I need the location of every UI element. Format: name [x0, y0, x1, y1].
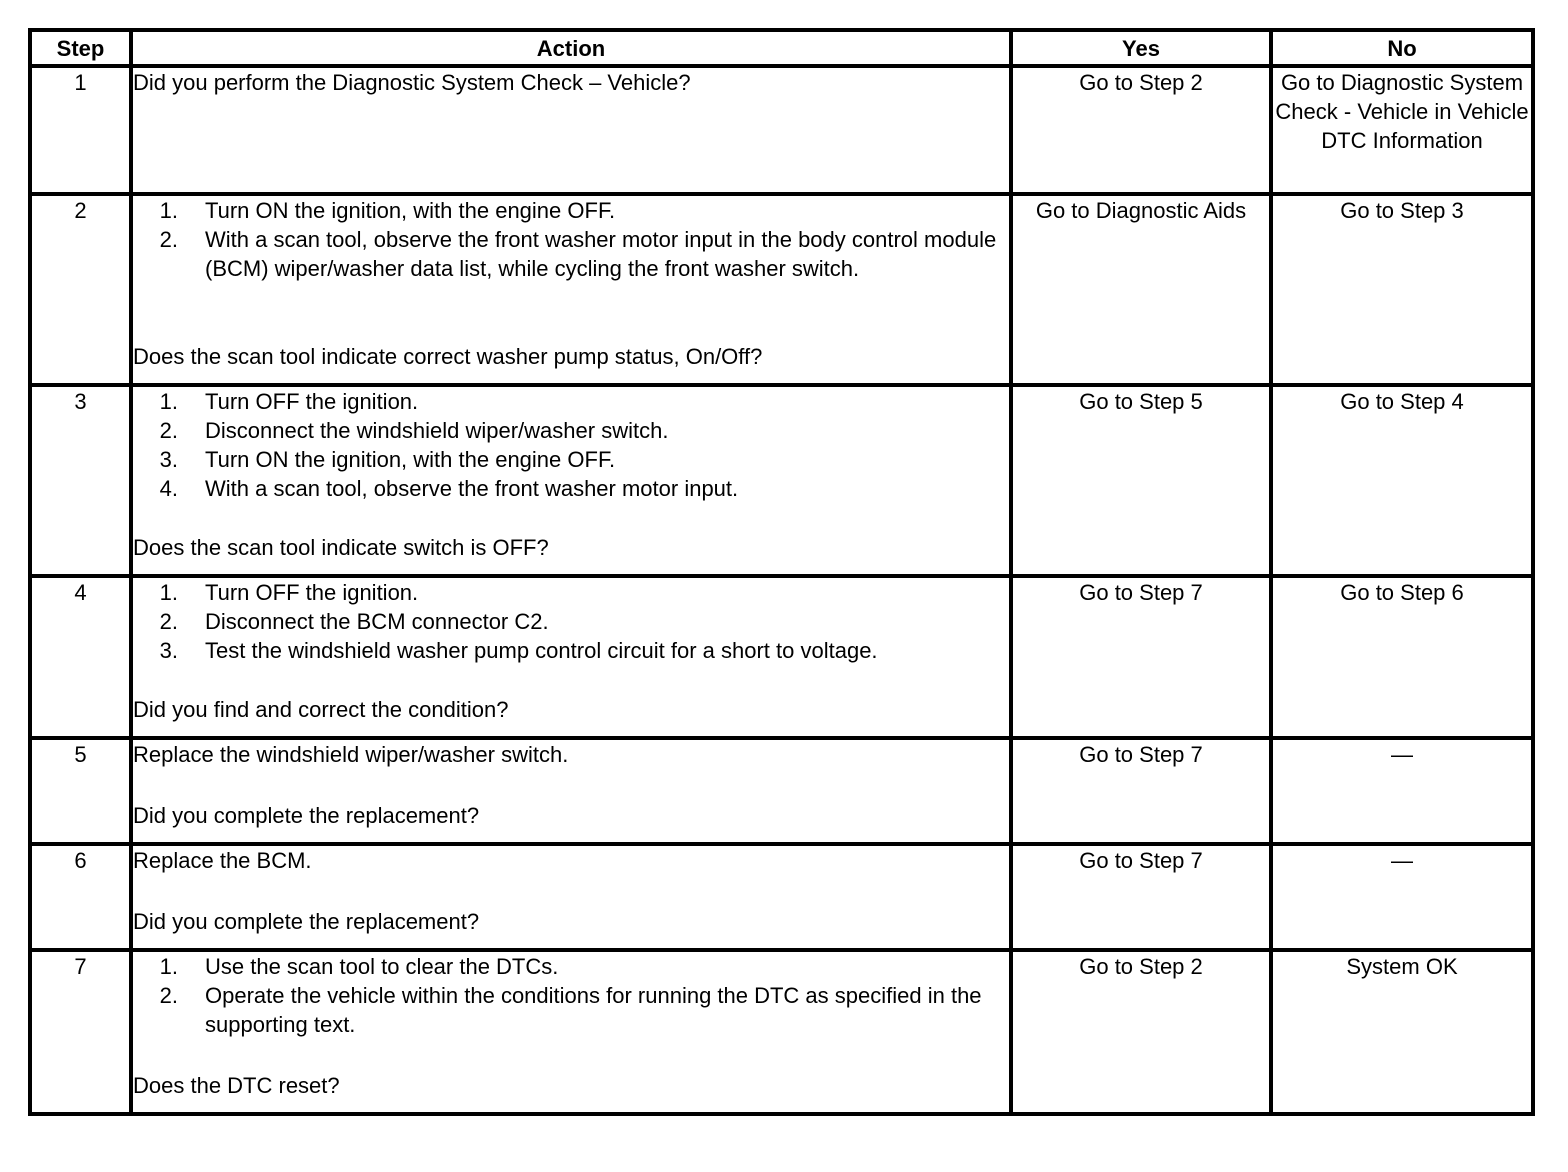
action-question: Did you complete the replacement?	[133, 803, 480, 828]
list-item-number: 1.	[159, 198, 178, 223]
action-cell	[131, 66, 1011, 194]
list-item-text: Turn ON the ignition, with the engine OFF.	[205, 198, 616, 223]
action-instructions	[133, 196, 1009, 283]
step-number: 1	[30, 66, 131, 194]
no-outcome: Go to Step 4	[1271, 385, 1533, 576]
no-outcome: System OK	[1271, 950, 1533, 1114]
action-content	[133, 952, 1009, 1100]
yes-outcome: Go to Step 2	[1011, 950, 1271, 1114]
instruction-list	[133, 387, 1009, 503]
list-item	[133, 445, 1009, 474]
list-item-number: 2.	[159, 418, 178, 443]
list-item-number: 1.	[159, 389, 178, 414]
action-cell	[131, 194, 1011, 385]
action-intro: Replace the BCM.	[133, 848, 312, 873]
instruction-list	[133, 578, 1009, 665]
no-outcome: Go to Step 6	[1271, 576, 1533, 738]
action-question: Does the scan tool indicate correct washer pump status, On/Off?	[133, 344, 763, 369]
table-row	[30, 844, 1533, 950]
list-item-text: With a scan tool, observe the front washer motor input.	[205, 476, 739, 501]
list-item-text: Turn OFF the ignition.	[205, 580, 419, 605]
list-item	[133, 416, 1009, 445]
table-row	[30, 738, 1533, 844]
action-instructions	[133, 68, 1009, 97]
yes-outcome: Go to Step 7	[1011, 844, 1271, 950]
diagnostic-table	[28, 28, 1535, 1116]
step-number: 6	[30, 844, 131, 950]
no-outcome: Go to Step 3	[1271, 194, 1533, 385]
action-intro: Did you perform the Diagnostic System Check – Vehicle?	[133, 70, 691, 95]
yes-outcome: Go to Diagnostic Aids	[1011, 194, 1271, 385]
instruction-list	[133, 196, 1009, 283]
header-no: No	[1271, 30, 1533, 66]
step-number: 2	[30, 194, 131, 385]
action-content	[133, 68, 1009, 180]
action-instructions	[133, 952, 1009, 1039]
table-row	[30, 385, 1533, 576]
list-item	[133, 636, 1009, 665]
action-question: Did you find and correct the condition?	[133, 697, 509, 722]
action-question: Did you complete the replacement?	[133, 909, 480, 934]
list-item-number: 1.	[159, 580, 178, 605]
table-row	[30, 950, 1533, 1114]
action-instructions	[133, 846, 1009, 875]
list-item-number: 2.	[159, 227, 178, 252]
list-item	[133, 474, 1009, 503]
step-number: 7	[30, 950, 131, 1114]
list-item-text: Disconnect the BCM connector C2.	[205, 609, 549, 634]
action-cell	[131, 950, 1011, 1114]
list-item	[133, 952, 1009, 981]
list-item	[133, 981, 1009, 1039]
list-item-text: Test the windshield washer pump control circuit for a short to voltage.	[205, 638, 878, 663]
list-item-number: 1.	[159, 954, 178, 979]
list-item	[133, 387, 1009, 416]
list-item-text: Turn OFF the ignition.	[205, 389, 419, 414]
list-item-number: 4.	[159, 476, 178, 501]
header-step: Step	[30, 30, 131, 66]
no-outcome: —	[1271, 738, 1533, 844]
action-content	[133, 387, 1009, 562]
header-action: Action	[131, 30, 1011, 66]
header-yes: Yes	[1011, 30, 1271, 66]
action-cell	[131, 385, 1011, 576]
step-number: 3	[30, 385, 131, 576]
action-intro: Replace the windshield wiper/washer switch.	[133, 742, 569, 767]
list-item	[133, 225, 1009, 283]
yes-outcome: Go to Step 7	[1011, 738, 1271, 844]
action-question: Does the scan tool indicate switch is OFF?	[133, 535, 549, 560]
list-item-number: 2.	[159, 983, 178, 1008]
list-item-text: Operate the vehicle within the conditions for running the DTC as specified in the supporting text.	[205, 983, 982, 1037]
table-row	[30, 194, 1533, 385]
action-cell	[131, 576, 1011, 738]
table-row	[30, 66, 1533, 194]
list-item	[133, 578, 1009, 607]
instruction-list	[133, 952, 1009, 1039]
action-content	[133, 740, 1009, 830]
action-cell	[131, 844, 1011, 950]
no-outcome: —	[1271, 844, 1533, 950]
yes-outcome: Go to Step 5	[1011, 385, 1271, 576]
step-number: 4	[30, 576, 131, 738]
table-row	[30, 576, 1533, 738]
action-instructions	[133, 578, 1009, 665]
list-item-number: 3.	[159, 638, 178, 663]
list-item-text: Turn ON the ignition, with the engine OFF.	[205, 447, 616, 472]
list-item-text: Use the scan tool to clear the DTCs.	[205, 954, 559, 979]
header-row	[30, 30, 1533, 66]
action-question: Does the DTC reset?	[133, 1073, 340, 1098]
list-item	[133, 607, 1009, 636]
yes-outcome: Go to Step 7	[1011, 576, 1271, 738]
action-instructions	[133, 387, 1009, 503]
step-number: 5	[30, 738, 131, 844]
no-outcome: Go to Diagnostic System Check - Vehicle in Vehicle DTC Information	[1271, 66, 1533, 194]
list-item-number: 2.	[159, 609, 178, 634]
action-cell	[131, 738, 1011, 844]
yes-outcome: Go to Step 2	[1011, 66, 1271, 194]
action-content	[133, 846, 1009, 936]
action-content	[133, 196, 1009, 371]
list-item-number: 3.	[159, 447, 178, 472]
action-content	[133, 578, 1009, 724]
list-item-text: Disconnect the windshield wiper/washer switch.	[205, 418, 669, 443]
list-item-text: With a scan tool, observe the front washer motor input in the body control module (BCM) wiper/washer data list, while cycling the front washer switch.	[205, 227, 997, 281]
action-instructions	[133, 740, 1009, 769]
list-item	[133, 196, 1009, 225]
